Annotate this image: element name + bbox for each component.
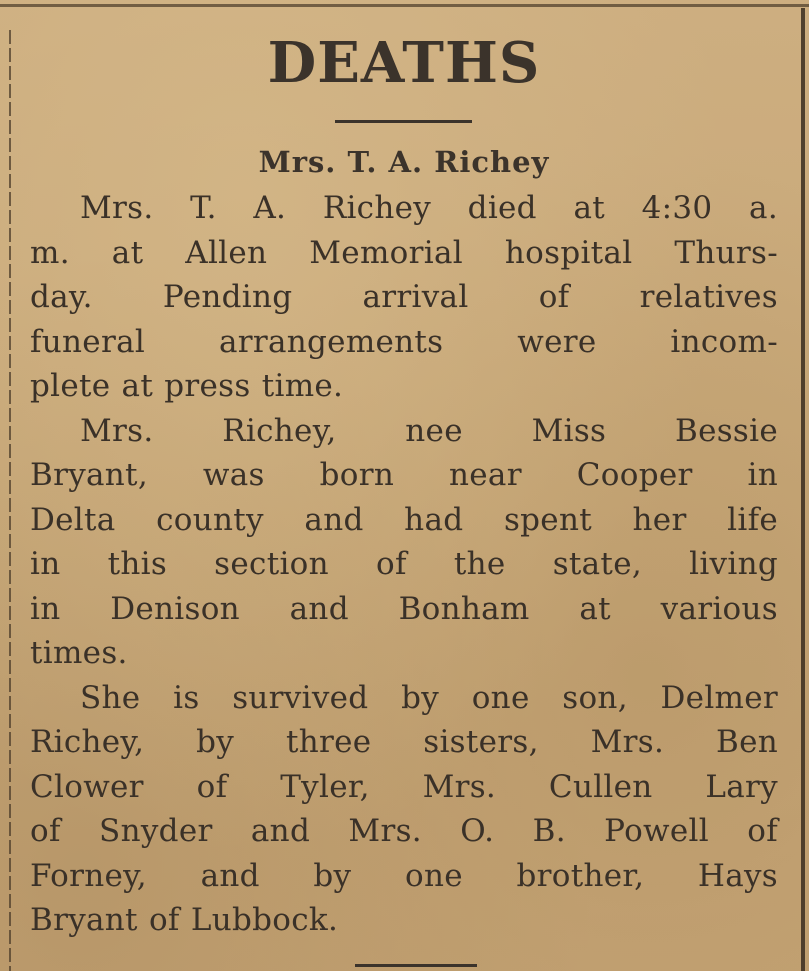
text-line: m. at Allen Memorial hospital Thurs- — [30, 234, 778, 271]
right-border-rule — [801, 8, 805, 971]
left-border-rule — [9, 30, 11, 971]
paragraph-2 — [30, 409, 778, 676]
text-line: times. — [30, 635, 128, 671]
text-line: Bryant of Lubbock. — [30, 902, 339, 938]
text-line: in this section of the state, living — [30, 546, 778, 582]
text-line: in Denison and Bonham at various — [30, 590, 778, 627]
text-line: She is survived by one son, Delmer — [80, 679, 778, 716]
text-line: Bryant, was born near Cooper in — [30, 457, 778, 493]
text-line: Clower of Tyler, Mrs. Cullen Lary — [30, 768, 778, 805]
headline-divider — [335, 120, 472, 123]
text-line: Mrs. Richey, nee Miss Bessie — [80, 412, 778, 449]
text-line: Richey, by three sisters, Mrs. Ben — [30, 724, 778, 760]
text-line: Delta county and had spent her life — [30, 501, 778, 538]
text-line: plete at press time. — [30, 368, 344, 404]
article-title: Mrs. T. A. Richey — [258, 145, 550, 179]
headline: DEATHS — [267, 30, 541, 96]
text-line: Forney, and by one brother, Hays — [30, 857, 778, 894]
paragraph-1 — [30, 186, 778, 409]
article-body — [30, 186, 778, 943]
text-line: Mrs. T. A. Richey died at 4:30 a. — [80, 190, 778, 226]
text-line: day. Pending arrival of relatives — [30, 279, 778, 315]
top-border-rule — [0, 4, 809, 7]
text-line: of Snyder and Mrs. O. B. Powell of — [30, 813, 778, 849]
paragraph-3 — [30, 676, 778, 943]
text-line: funeral arrangements were incom- — [30, 323, 778, 360]
bottom-divider — [355, 964, 477, 967]
